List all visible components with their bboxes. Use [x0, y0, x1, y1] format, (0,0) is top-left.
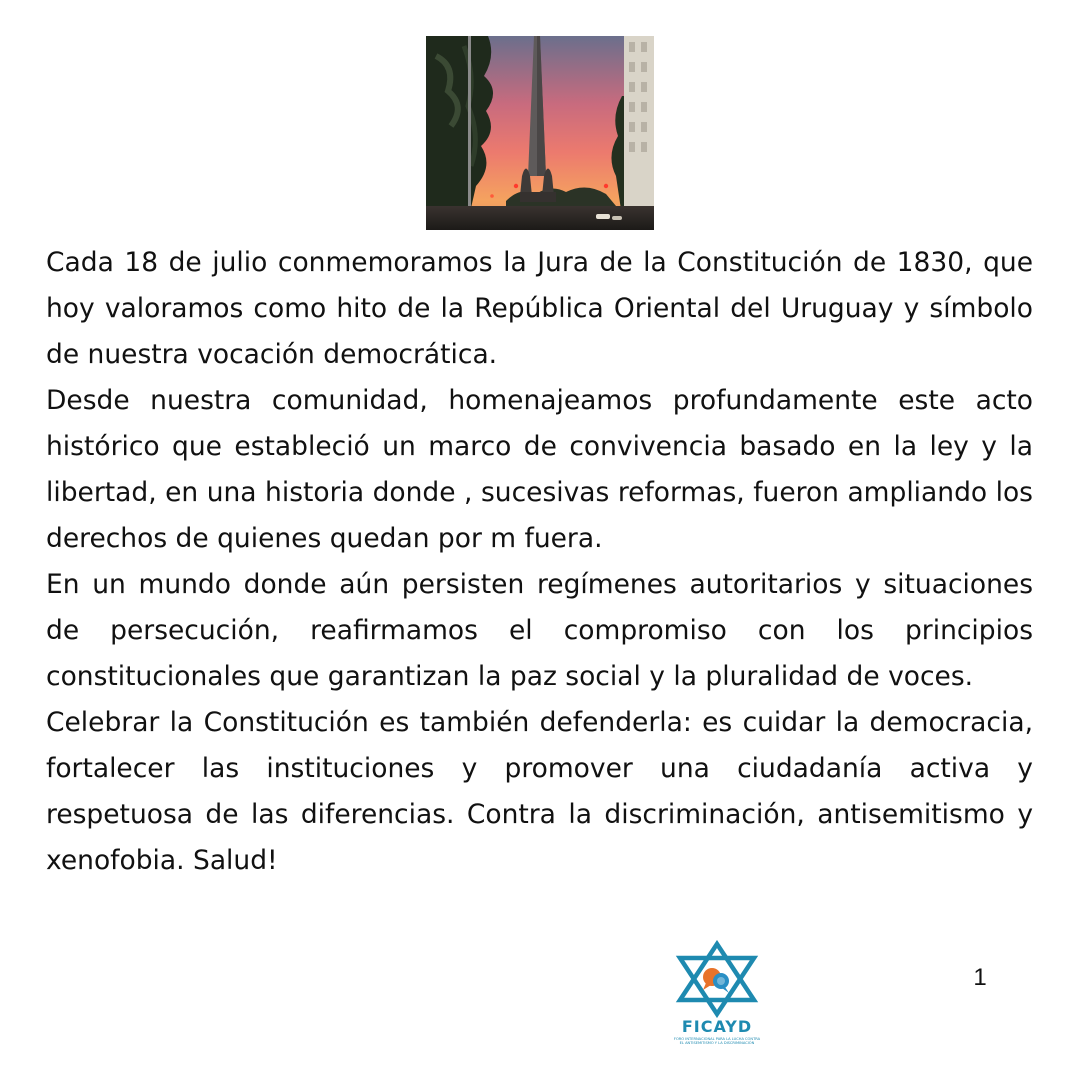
logo-name: FICAYD	[681, 1017, 753, 1036]
logo-tagline-line-2: EL ANTISEMITISMO Y LA DISCRIMINACIÓN	[679, 1041, 755, 1046]
ficayd-logo	[672, 940, 762, 1058]
body-text	[46, 240, 1033, 884]
page-number: 1	[973, 964, 987, 991]
logo-tagline	[672, 1037, 762, 1046]
logo-tagline-line-1: FORO INTERNACIONAL PARA LA LUCHA CONTRA	[673, 1037, 761, 1041]
paragraph-1: Cada 18 de julio conmemoramos la Jura de la Constitución de 1830, que hoy valoramos como hito de la República Oriental del Uruguay y símbolo de nuestra vocación democrática.	[46, 247, 1033, 370]
paragraph-3: En un mundo donde aún persisten regímenes autoritarios y situaciones de persecución, reafirmamos el compromiso con los principios constitucionales que garantizan la paz social y la pluralidad de voces.	[46, 569, 1033, 692]
star-of-david-speech-bubbles-icon	[672, 940, 762, 1018]
obelisk-sunset-photo	[426, 36, 654, 230]
paragraph-2: Desde nuestra comunidad, homenajeamos profundamente este acto histórico que estableció un marco de convivencia basado en la ley y la libertad, en una historia donde , sucesivas reformas, fueron ampliando los derechos de quienes quedan por m fuera.	[46, 385, 1033, 554]
paragraph-4: Celebrar la Constitución es también defenderla: es cuidar la democracia, fortalecer las instituciones y promover una ciudadanía activa y respetuosa de las diferencias. Contra la discriminación, antisemitismo y xenofobia. Salud!	[46, 707, 1033, 876]
